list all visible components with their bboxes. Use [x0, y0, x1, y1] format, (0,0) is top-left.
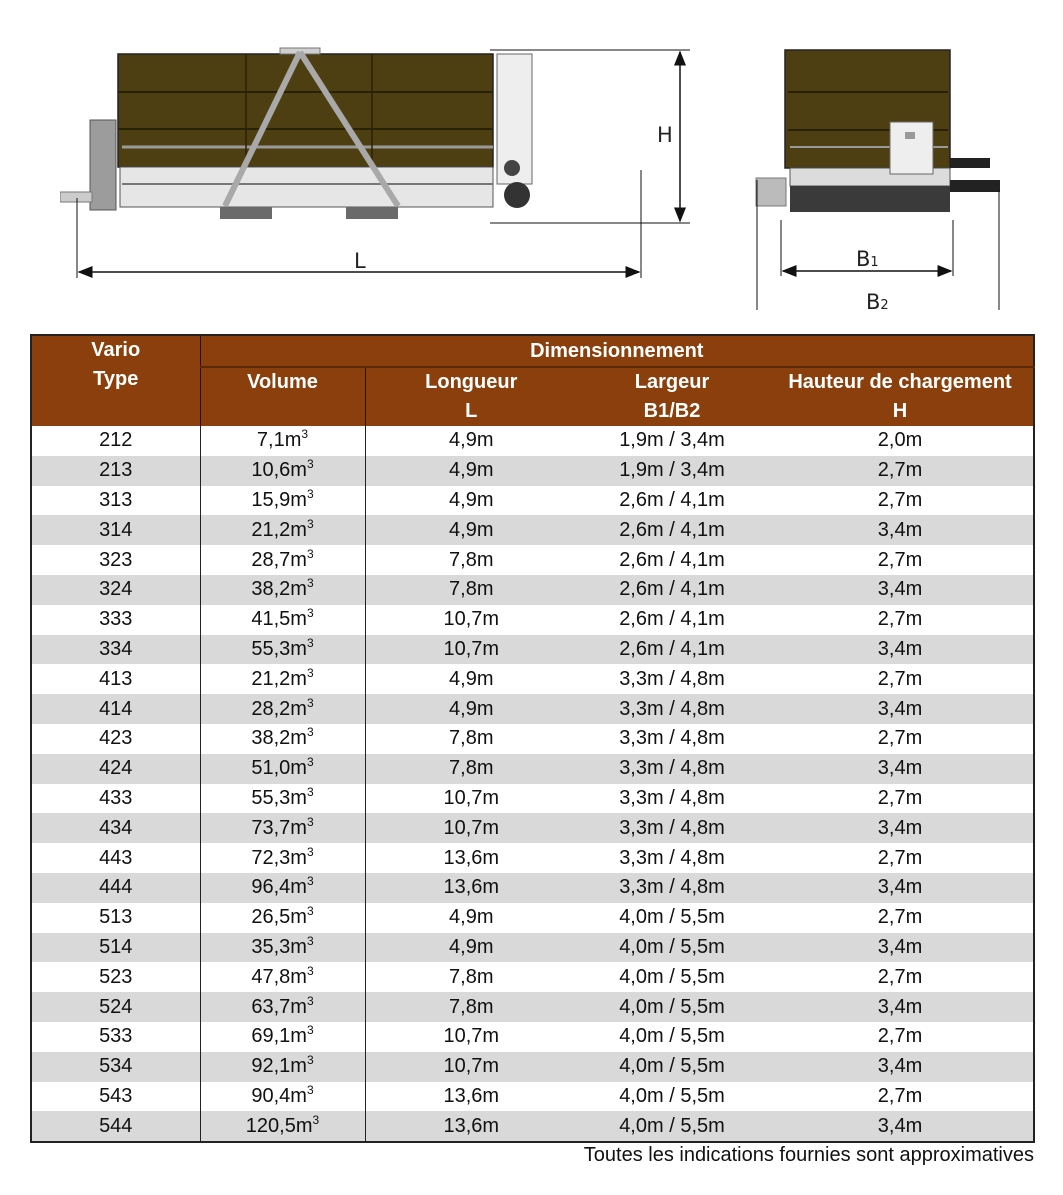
cell-type: 544: [31, 1111, 200, 1142]
cell-width: 4,0m / 5,5m: [577, 1052, 767, 1082]
header-hauteur: Hauteur de chargement H: [767, 367, 1034, 426]
cell-width: 3,3m / 4,8m: [577, 754, 767, 784]
cell-width: 3,3m / 4,8m: [577, 664, 767, 694]
cell-height: 2,7m: [767, 1022, 1034, 1052]
cell-width: 2,6m / 4,1m: [577, 605, 767, 635]
table-row: [31, 962, 1034, 992]
table-body: [31, 426, 1034, 1142]
table-row: [31, 813, 1034, 843]
cell-volume: $92,1m^3$: [200, 1052, 365, 1082]
cell-length: 7,8m: [365, 992, 577, 1022]
cell-type: 524: [31, 992, 200, 1022]
cell-length: 4,9m: [365, 426, 577, 456]
table-row: [31, 992, 1034, 1022]
cell-length: 7,8m: [365, 754, 577, 784]
cell-type: 413: [31, 664, 200, 694]
cell-length: 13,6m: [365, 1082, 577, 1112]
table-row: [31, 664, 1034, 694]
length-label: L: [354, 249, 366, 273]
cell-volume: $38,2m^3$: [200, 575, 365, 605]
cell-type: 333: [31, 605, 200, 635]
cell-height: 3,4m: [767, 575, 1034, 605]
cell-height: 3,4m: [767, 754, 1034, 784]
cell-type: 323: [31, 545, 200, 575]
cell-width: 1,9m / 3,4m: [577, 426, 767, 456]
header-dimensionnement: Dimensionnement: [200, 335, 1034, 367]
cell-height: 3,4m: [767, 873, 1034, 903]
cell-height: 2,7m: [767, 486, 1034, 516]
table-row: [31, 784, 1034, 814]
cell-volume: $10,6m^3$: [200, 456, 365, 486]
cell-height: 3,4m: [767, 1111, 1034, 1142]
cell-volume: $7,1m^3$: [200, 426, 365, 456]
cell-length: 13,6m: [365, 873, 577, 903]
cell-volume: $41,5m^3$: [200, 605, 365, 635]
table-row: [31, 1082, 1034, 1112]
cell-volume: $26,5m^3$: [200, 903, 365, 933]
cell-height: 2,7m: [767, 903, 1034, 933]
cell-width: 2,6m / 4,1m: [577, 486, 767, 516]
cell-length: 4,9m: [365, 903, 577, 933]
cell-length: 10,7m: [365, 1052, 577, 1082]
cell-type: 443: [31, 843, 200, 873]
cell-width: 2,6m / 4,1m: [577, 515, 767, 545]
table-row: [31, 903, 1034, 933]
cell-height: 2,7m: [767, 456, 1034, 486]
cell-volume: $73,7m^3$: [200, 813, 365, 843]
cell-type: 424: [31, 754, 200, 784]
cell-length: 4,9m: [365, 486, 577, 516]
cell-height: 2,7m: [767, 664, 1034, 694]
cell-volume: $120,5m^3$: [200, 1111, 365, 1142]
cell-height: 2,7m: [767, 605, 1034, 635]
cell-width: 4,0m / 5,5m: [577, 1111, 767, 1142]
table-row: [31, 1022, 1034, 1052]
header-volume: Volume: [200, 367, 365, 426]
cell-width: 4,0m / 5,5m: [577, 992, 767, 1022]
cell-width: 3,3m / 4,8m: [577, 813, 767, 843]
end-view-drawing: [740, 30, 1040, 320]
cell-length: 13,6m: [365, 843, 577, 873]
cell-length: 13,6m: [365, 1111, 577, 1142]
cell-width: 2,6m / 4,1m: [577, 575, 767, 605]
table-row: [31, 515, 1034, 545]
cell-length: 10,7m: [365, 1022, 577, 1052]
cell-height: 3,4m: [767, 694, 1034, 724]
header-longueur: Longueur L: [365, 367, 577, 426]
cell-type: 213: [31, 456, 200, 486]
cell-height: 3,4m: [767, 515, 1034, 545]
cell-type: 533: [31, 1022, 200, 1052]
cell-height: 2,7m: [767, 962, 1034, 992]
cell-type: 514: [31, 933, 200, 963]
cell-volume: $51,0m^3$: [200, 754, 365, 784]
cell-height: 3,4m: [767, 1052, 1034, 1082]
cell-width: 4,0m / 5,5m: [577, 903, 767, 933]
cell-height: 3,4m: [767, 813, 1034, 843]
dimensions-table: [30, 334, 1035, 1143]
cell-volume: $55,3m^3$: [200, 784, 365, 814]
cell-type: 534: [31, 1052, 200, 1082]
cell-width: 4,0m / 5,5m: [577, 1082, 767, 1112]
cell-volume: $28,2m^3$: [200, 694, 365, 724]
table-row: [31, 754, 1034, 784]
cell-height: 2,7m: [767, 724, 1034, 754]
cell-width: 3,3m / 4,8m: [577, 843, 767, 873]
footnote: Toutes les indications fournies sont approximatives: [583, 1144, 1034, 1166]
table-row: [31, 635, 1034, 665]
cell-volume: $55,3m^3$: [200, 635, 365, 665]
cell-volume: $21,2m^3$: [200, 664, 365, 694]
table-row: [31, 1052, 1034, 1082]
cell-volume: $21,2m^3$: [200, 515, 365, 545]
cell-width: 3,3m / 4,8m: [577, 724, 767, 754]
b2-label: B2: [866, 290, 889, 314]
cell-height: 3,4m: [767, 635, 1034, 665]
cell-length: 10,7m: [365, 605, 577, 635]
cell-width: 4,0m / 5,5m: [577, 962, 767, 992]
cell-width: 1,9m / 3,4m: [577, 456, 767, 486]
cell-volume: $96,4m^3$: [200, 873, 365, 903]
cell-type: 434: [31, 813, 200, 843]
container-body: [60, 48, 532, 219]
cell-length: 7,8m: [365, 545, 577, 575]
cell-height: 3,4m: [767, 933, 1034, 963]
table-row: [31, 843, 1034, 873]
cell-type: 414: [31, 694, 200, 724]
cell-type: 324: [31, 575, 200, 605]
cell-length: 10,7m: [365, 635, 577, 665]
cell-length: 4,9m: [365, 456, 577, 486]
cell-type: 513: [31, 903, 200, 933]
control-panel: [890, 122, 933, 174]
cell-type: 334: [31, 635, 200, 665]
cell-volume: $69,1m^3$: [200, 1022, 365, 1052]
cell-volume: $28,7m^3$: [200, 545, 365, 575]
side-view-drawing: [60, 30, 700, 290]
table-row: [31, 694, 1034, 724]
cell-volume: $38,2m^3$: [200, 724, 365, 754]
cell-length: 7,8m: [365, 575, 577, 605]
cell-length: 7,8m: [365, 962, 577, 992]
cell-width: 3,3m / 4,8m: [577, 784, 767, 814]
cell-height: 2,7m: [767, 843, 1034, 873]
cell-volume: $63,7m^3$: [200, 992, 365, 1022]
cell-length: 4,9m: [365, 694, 577, 724]
cell-height: 2,0m: [767, 426, 1034, 456]
cell-type: 523: [31, 962, 200, 992]
table-row: [31, 1111, 1034, 1142]
header-largeur: Largeur B1/B2: [577, 367, 767, 426]
container-end: [756, 50, 1000, 212]
cell-width: 3,3m / 4,8m: [577, 873, 767, 903]
cell-volume: $15,9m^3$: [200, 486, 365, 516]
cell-width: 4,0m / 5,5m: [577, 933, 767, 963]
cell-type: 543: [31, 1082, 200, 1112]
table-row: [31, 426, 1034, 456]
cell-height: 2,7m: [767, 545, 1034, 575]
cell-height: 3,4m: [767, 992, 1034, 1022]
table-row: [31, 605, 1034, 635]
table-row: [31, 456, 1034, 486]
cell-width: 2,6m / 4,1m: [577, 545, 767, 575]
cell-volume: $90,4m^3$: [200, 1082, 365, 1112]
cell-volume: $72,3m^3$: [200, 843, 365, 873]
cell-length: 10,7m: [365, 784, 577, 814]
cell-length: 4,9m: [365, 664, 577, 694]
cell-length: 4,9m: [365, 933, 577, 963]
cell-type: 444: [31, 873, 200, 903]
cell-volume: $35,3m^3$: [200, 933, 365, 963]
cell-length: 10,7m: [365, 813, 577, 843]
cell-width: 4,0m / 5,5m: [577, 1022, 767, 1052]
b1-label: B1: [856, 247, 879, 271]
cell-height: 2,7m: [767, 1082, 1034, 1112]
cell-type: 423: [31, 724, 200, 754]
cell-type: 212: [31, 426, 200, 456]
header-vario-type: Vario Type: [31, 335, 200, 426]
cell-height: 2,7m: [767, 784, 1034, 814]
height-label: H: [657, 123, 673, 147]
table-row: [31, 575, 1034, 605]
table-row: [31, 486, 1034, 516]
table-row: [31, 545, 1034, 575]
cell-type: 313: [31, 486, 200, 516]
table-row: [31, 724, 1034, 754]
table-row: [31, 873, 1034, 903]
cell-width: 2,6m / 4,1m: [577, 635, 767, 665]
cell-length: 7,8m: [365, 724, 577, 754]
cell-type: 314: [31, 515, 200, 545]
cell-width: 3,3m / 4,8m: [577, 694, 767, 724]
cell-type: 433: [31, 784, 200, 814]
table-row: [31, 933, 1034, 963]
cell-length: 4,9m: [365, 515, 577, 545]
cell-volume: $47,8m^3$: [200, 962, 365, 992]
